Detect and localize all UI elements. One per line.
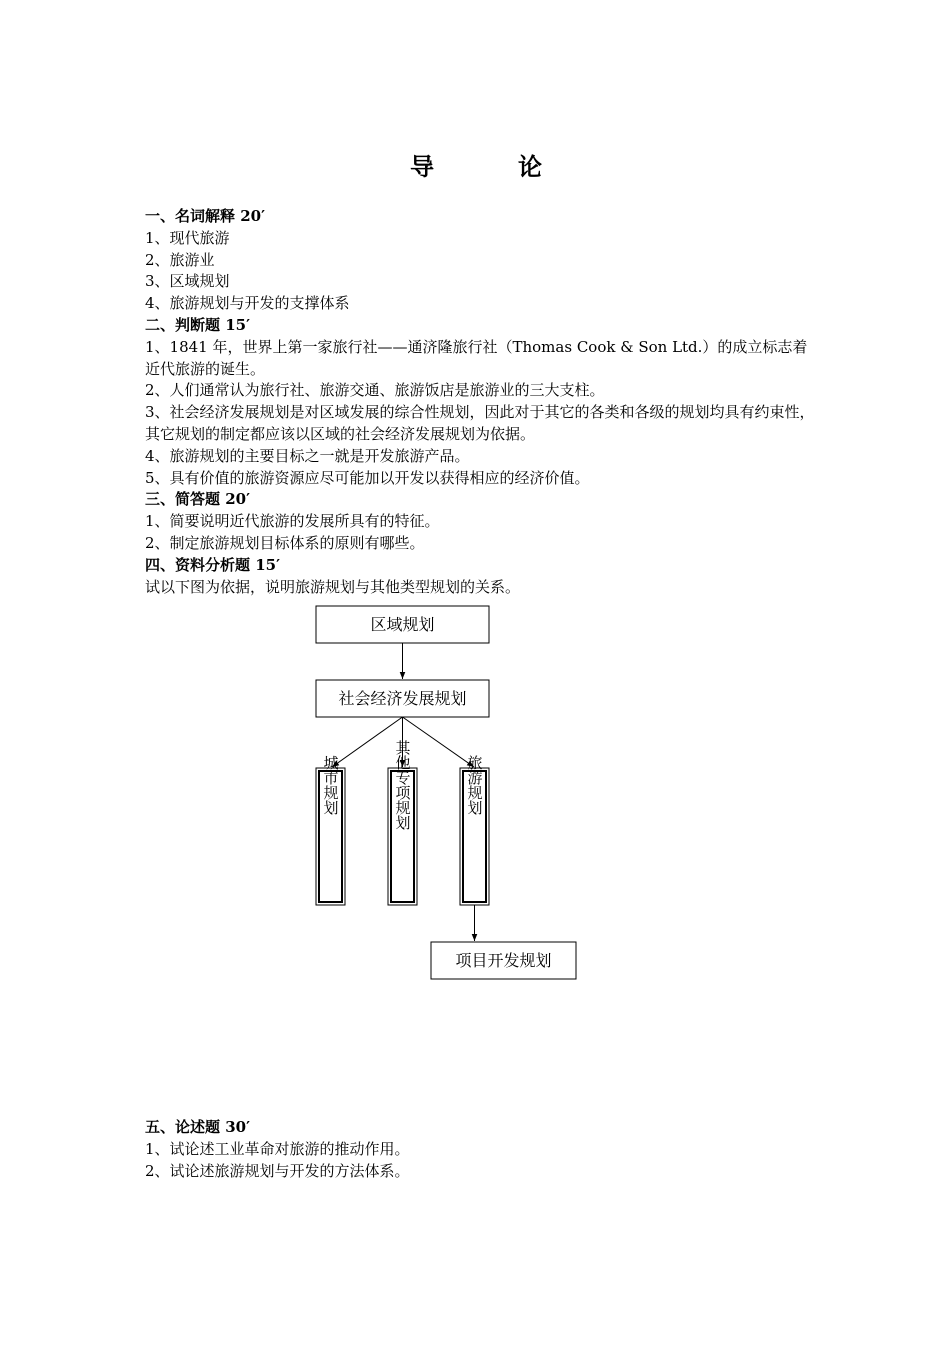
arrow-to-tourism bbox=[403, 717, 475, 767]
arrow-to-urban bbox=[332, 717, 403, 767]
question-item: 4、旅游规划与开发的支撑体系 bbox=[145, 294, 350, 313]
page-title: 导 论 bbox=[410, 153, 572, 181]
project-planning-label: 项目开发规划 bbox=[455, 951, 552, 970]
other-planning-label: 其他专项规划 bbox=[393, 740, 412, 830]
question-item: 2、人们通常认为旅行社、旅游交通、旅游饭店是旅游业的三大支柱。 bbox=[145, 381, 605, 400]
question-item: 1、简要说明近代旅游的发展所具有的特征。 bbox=[145, 512, 440, 531]
tourism-planning-label: 旅游规划 bbox=[465, 755, 484, 815]
question-item: 2、旅游业 bbox=[145, 250, 215, 269]
question-item: 3、社会经济发展规划是对区域发展的综合性规划，因此对于其它的各类和各级的规划均具有约束性，其它规划的制定都应该以区域的社会经济发展规划为依据。 bbox=[145, 403, 815, 443]
question-item: 2、制定旅游规划目标体系的原则有哪些。 bbox=[145, 533, 425, 552]
section-heading: 一、名词解释 20′ bbox=[145, 207, 266, 225]
question-item: 1、1841 年，世界上第一家旅行社——通济隆旅行社（Thomas Cook & Son Ltd.）的成立标志着近代旅游的诞生。 bbox=[145, 337, 808, 378]
section-heading: 三、简答题 20′ bbox=[145, 490, 251, 509]
essay-section bbox=[145, 1116, 815, 1182]
socioeconomic-planning-label: 社会经济发展规划 bbox=[338, 689, 467, 708]
question-item: 2、试论述旅游规划与开发的方法体系。 bbox=[145, 1162, 410, 1180]
question-item: 4、旅游规划的主要目标之一就是开发旅游产品。 bbox=[145, 446, 470, 465]
question-item: 1、试论述工业革命对旅游的推动作用。 bbox=[145, 1140, 410, 1158]
section-heading: 四、资料分析题 15′ bbox=[145, 555, 281, 574]
section-heading: 五、论述题 30′ bbox=[145, 1118, 251, 1136]
question-item: 试以下图为依据，说明旅游规划与其他类型规划的关系。 bbox=[145, 577, 521, 596]
question-item: 5、具有价值的旅游资源应尽可能加以开发以获得相应的经济价值。 bbox=[145, 468, 590, 487]
question-item: 3、区域规划 bbox=[145, 272, 230, 291]
urban-planning-label: 城市规划 bbox=[321, 755, 340, 815]
question-item: 1、现代旅游 bbox=[145, 228, 230, 247]
section-heading: 二、判断题 15′ bbox=[145, 315, 251, 334]
regional-planning-label: 区域规划 bbox=[370, 615, 435, 634]
